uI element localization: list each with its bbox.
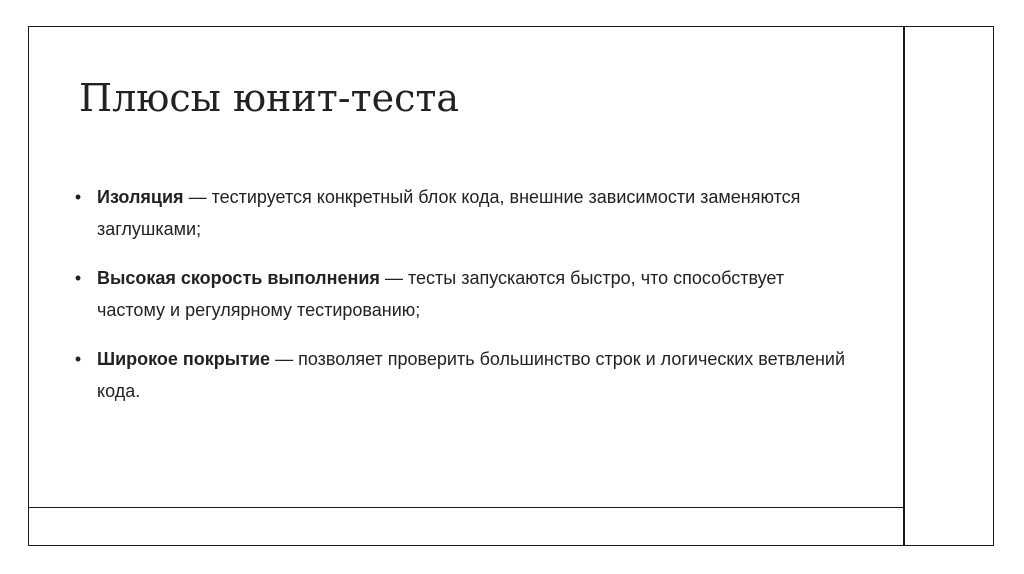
frame-right-divider	[903, 26, 905, 546]
bullet-dot-icon: •	[74, 349, 82, 369]
frame-bottom-divider	[28, 507, 905, 508]
bullet-dash: —	[270, 349, 299, 369]
bullet-dot-icon: •	[74, 268, 82, 288]
bullet-text: тесты запускаются быстро, что способствует частому и регулярному тестированию;	[97, 268, 785, 320]
bullet-dash: —	[379, 268, 408, 288]
bullet-term: Высокая скорость выполнения	[97, 268, 380, 288]
bullet-text: тестируется конкретный блок кода, внешние зависимости заменяются заглушками;	[97, 187, 801, 239]
bullet-dot-icon: •	[74, 187, 82, 207]
bullet-item-speed	[71, 262, 851, 326]
bullet-term: Изоляция	[97, 187, 184, 207]
bullet-list	[71, 181, 851, 424]
bullet-dash: —	[183, 187, 212, 207]
bullet-text: позволяет проверить большинство строк и логических ветвлений кода.	[97, 349, 846, 401]
bullet-term: Широкое покрытие	[97, 349, 271, 369]
slide-title: Плюсы юнит-теста	[79, 76, 460, 120]
bullet-item-coverage	[71, 343, 851, 407]
bullet-item-isolation	[71, 181, 851, 245]
